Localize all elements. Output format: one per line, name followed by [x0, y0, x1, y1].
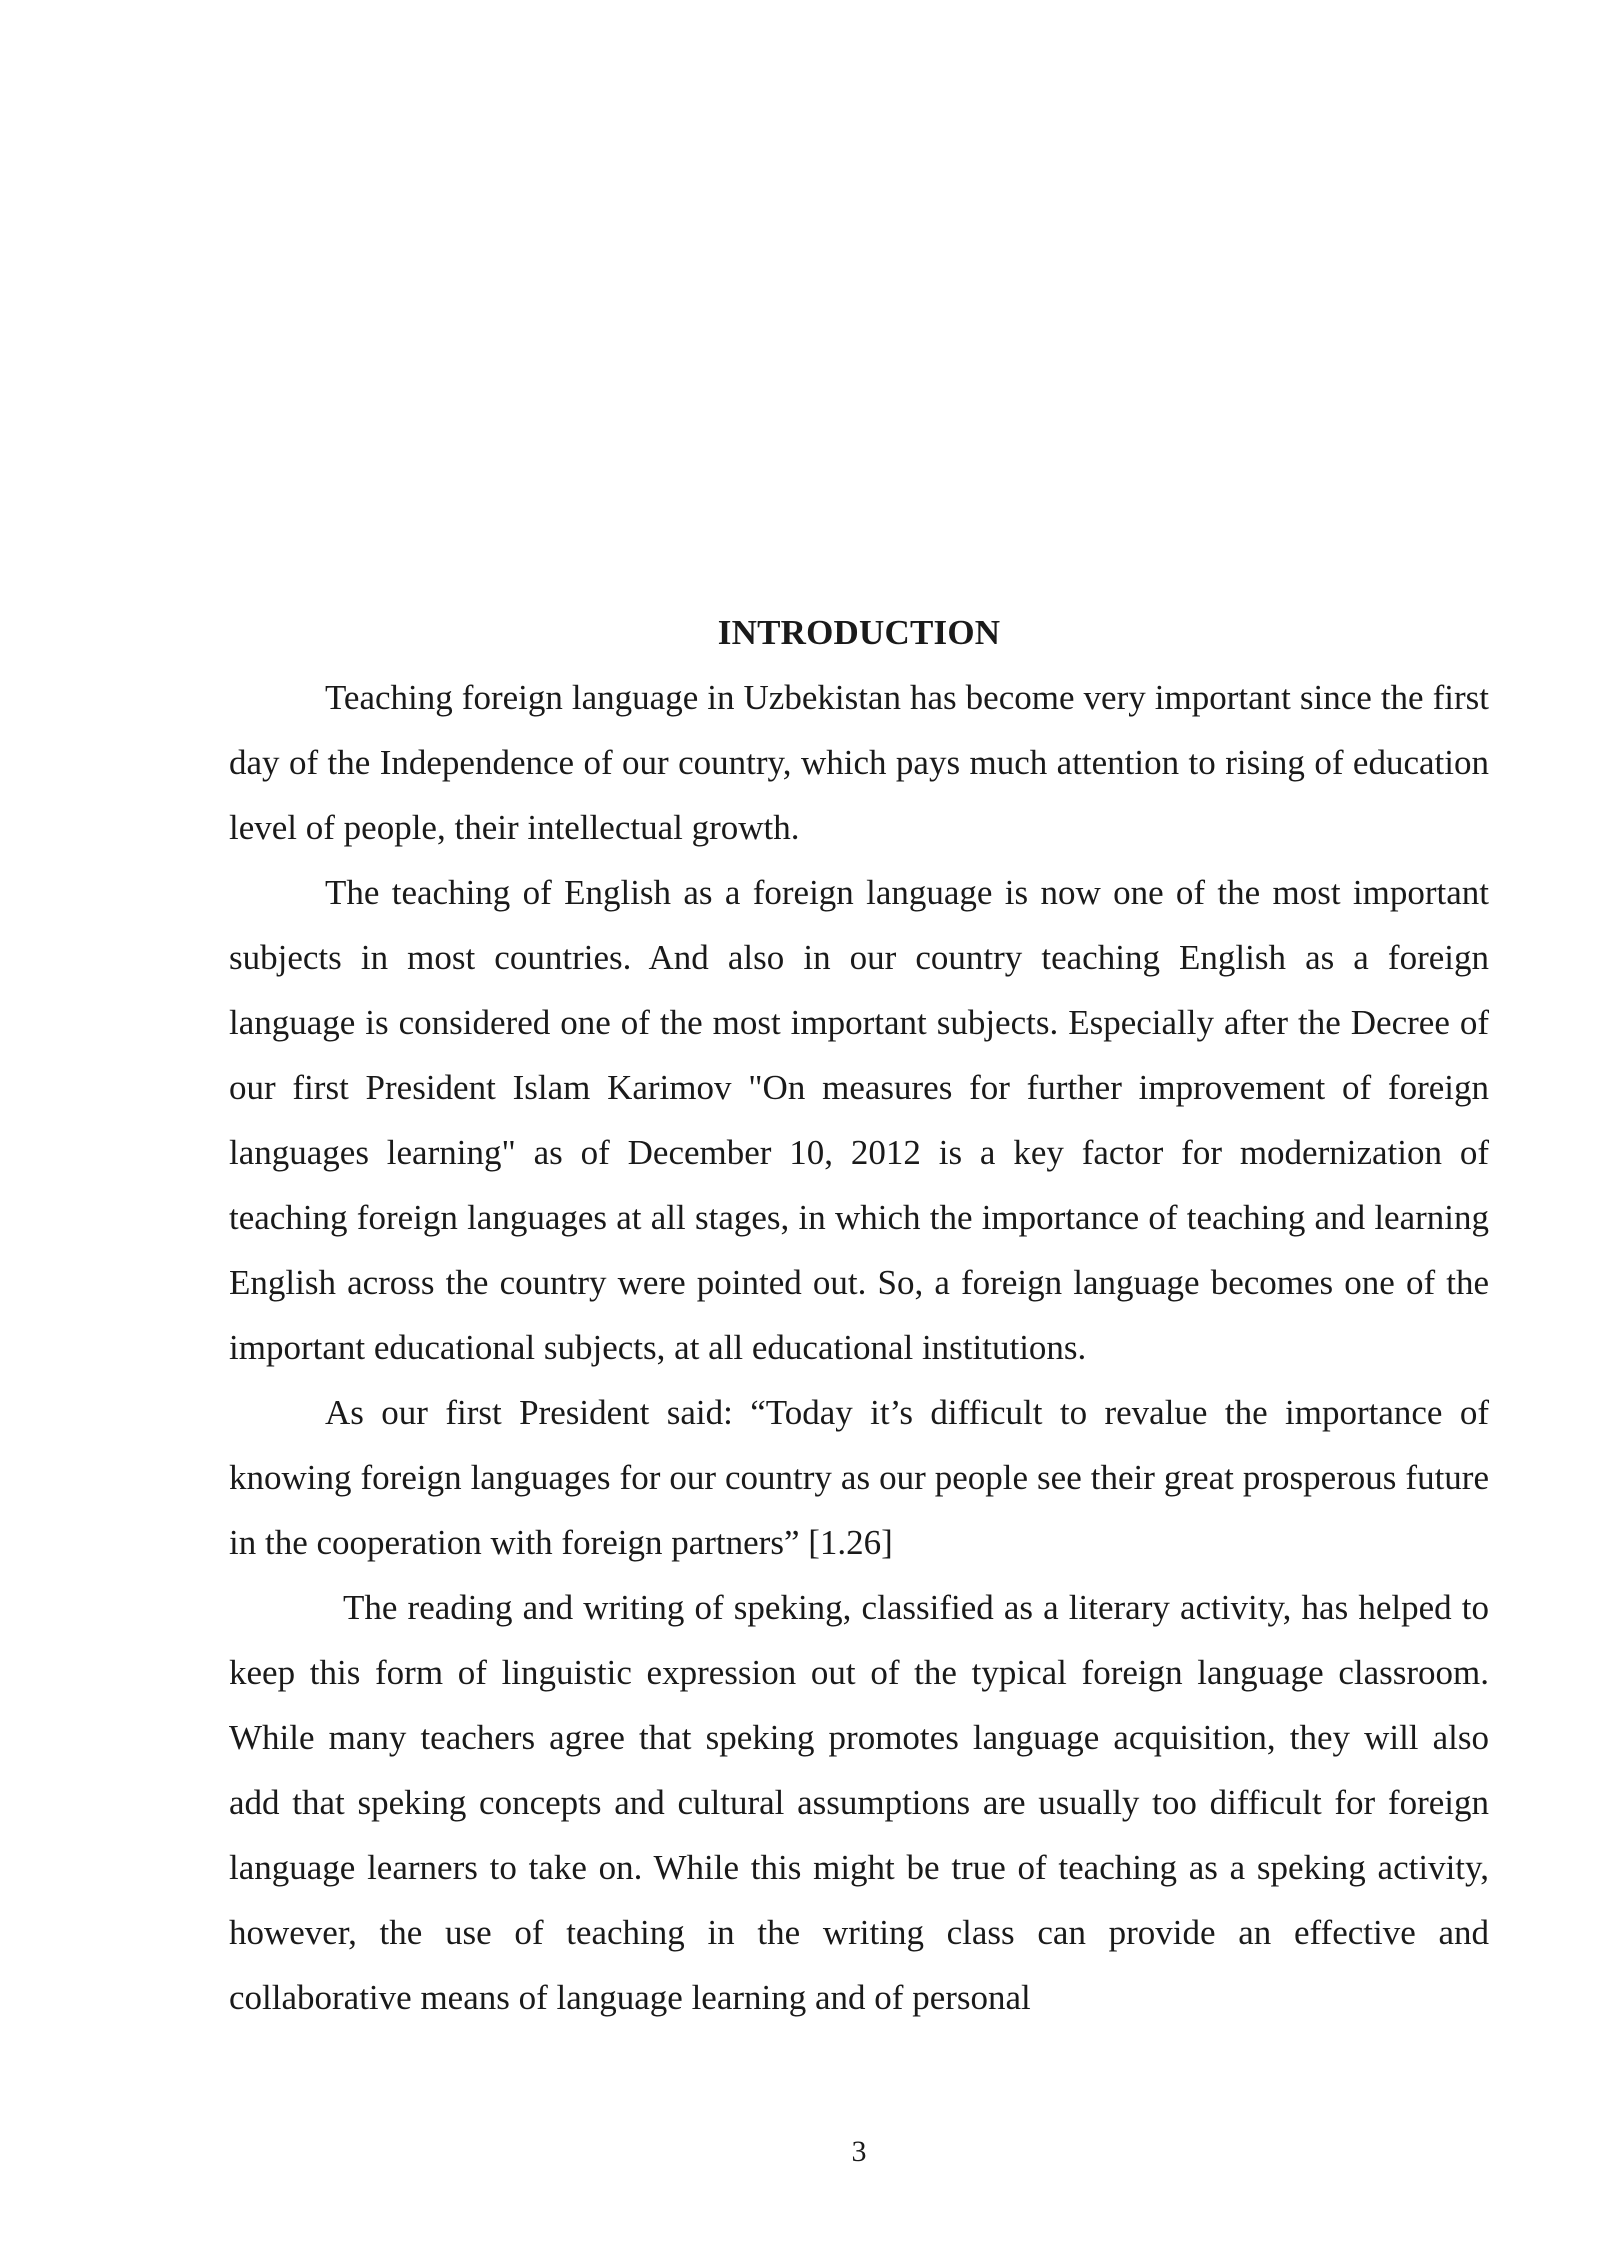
- paragraph-2: The teaching of English as a foreign language is now one of the most important subjects in most countries. And also in our country teaching English as a foreign language is considered one of the most important subjects. Especially after the Decree of our first President Islam Karimov "On measures for further improvement of foreign languages learning" as of December 10, 2012 is a key factor for modernization of teaching foreign languages at all stages, in which the importance of teaching and learning English across the country were pointed out. So, a foreign language becomes one of the important educational subjects, at all educational institutions.: [229, 873, 1489, 1367]
- paragraph-3: As our first President said: “Today it’s difficult to revalue the importance of knowing foreign languages for our country as our people see their great prosperous future in the cooperation with foreign partners” [1.26]: [229, 1393, 1489, 1562]
- paragraph-1: Teaching foreign language in Uzbekistan has become very important since the first day of the Independence of our country, which pays much attention to rising of education level of people, their intellectual growth.: [229, 678, 1489, 847]
- page-content: [229, 600, 1489, 2030]
- page-number: 3: [851, 2135, 867, 2168]
- paragraph-4: The reading and writing of speking, classified as a literary activity, has helped to keep this form of linguistic expression out of the typical foreign language classroom. While many teachers agree that speking promotes language acquisition, they will also add that speking concepts and cultural assumptions are usually too difficult for foreign language learners to take on. While this might be true of teaching as a speking activity, however, the use of teaching in the writing class can provide an effective and collaborative means of language learning and of personal: [229, 1588, 1489, 2017]
- section-heading: INTRODUCTION: [717, 613, 1001, 652]
